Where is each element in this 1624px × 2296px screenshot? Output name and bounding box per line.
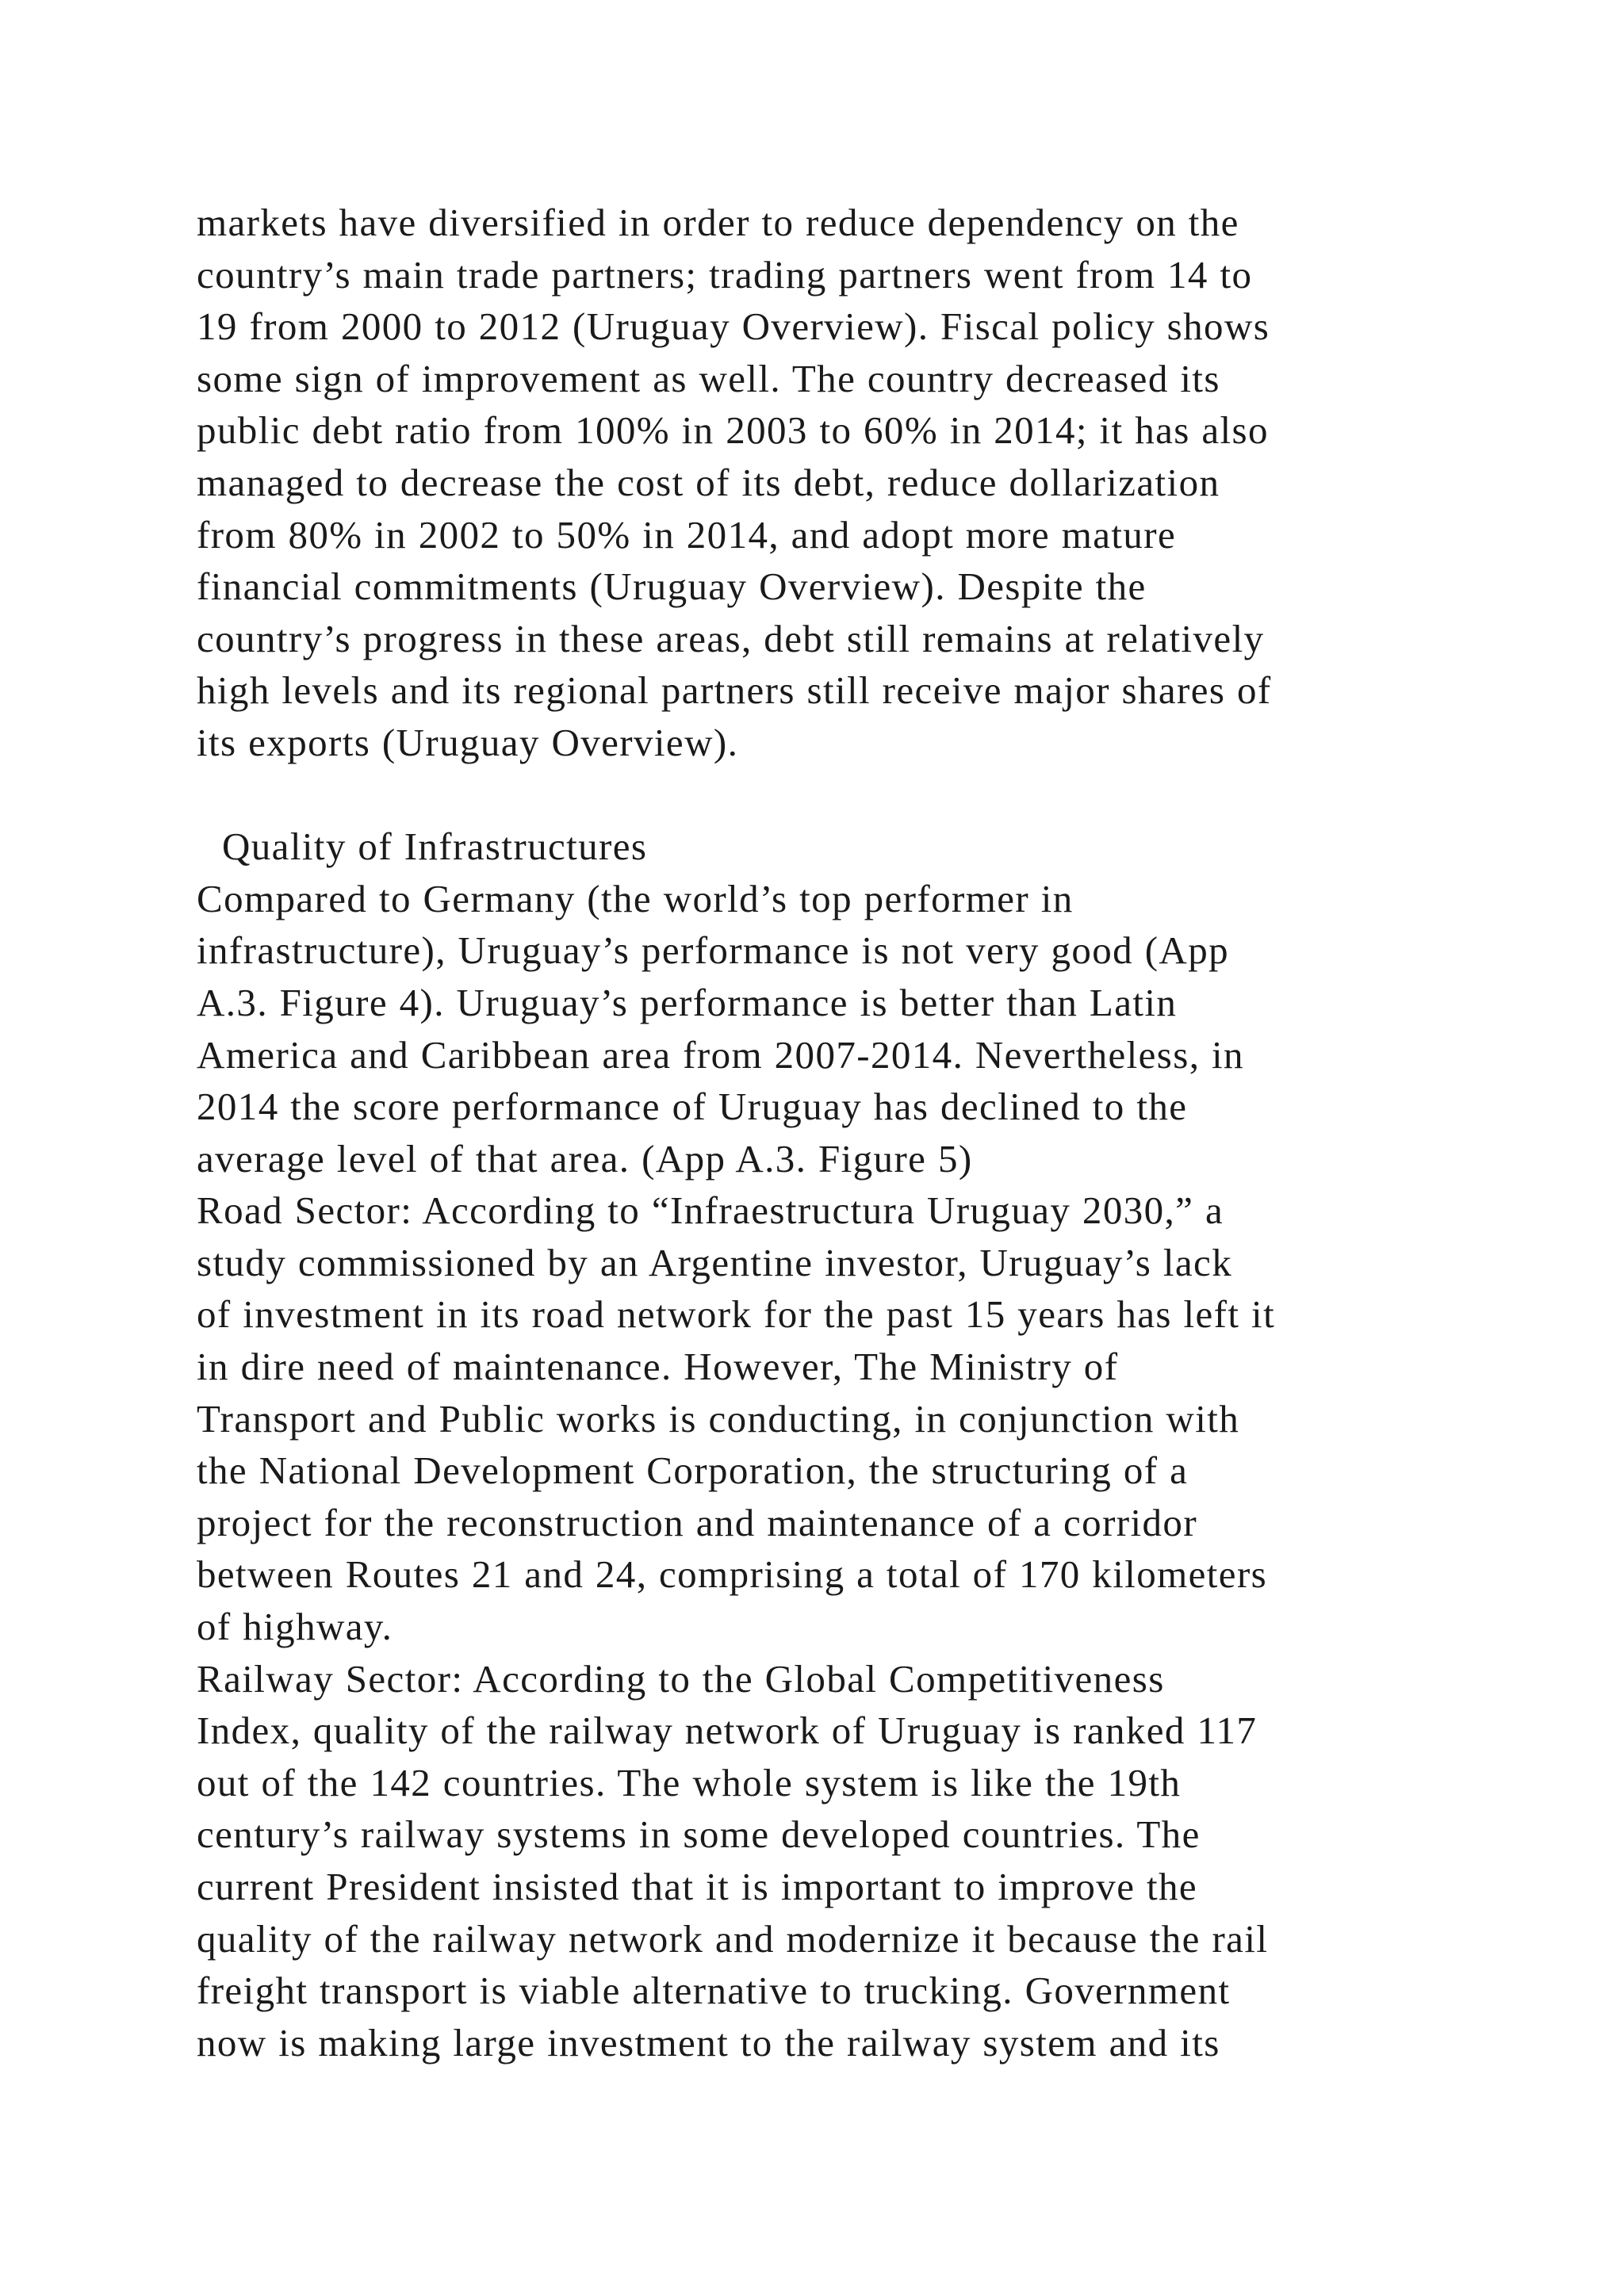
text-line: now is making large investment to the railway system and its [197, 2020, 1220, 2064]
text-line: between Routes 21 and 24, comprising a total of 170 kilometers [197, 1552, 1268, 1597]
text-line: average level of that area. (App A.3. Figure 5) [197, 1136, 973, 1181]
text-line: Road Sector: According to “Infraestructura Uruguay 2030,” a [197, 1188, 1224, 1233]
text-line: A.3. Figure 4). Uruguay’s performance is better than Latin [197, 980, 1178, 1024]
text-line: out of the 142 countries. The whole system is like the 19th [197, 1760, 1182, 1804]
text-line: from 80% in 2002 to 50% in 2014, and adopt more mature [197, 512, 1177, 557]
text-line: high levels and its regional partners still receive major shares of [197, 668, 1272, 713]
text-line: current President insisted that it is important to improve the [197, 1865, 1198, 1908]
text-line: study commissioned by an Argentine investor, Uruguay’s lack [197, 1240, 1233, 1284]
text-line: Compared to Germany (the world’s top performer in [197, 876, 1074, 920]
text-line: infrastructure), Uruguay’s performance is not very good (App [197, 928, 1230, 973]
paragraph-infrastructure [197, 873, 1545, 1185]
text-line: century’s railway systems in some developed countries. The [197, 1812, 1201, 1857]
section-heading: Quality of Infrastructures [222, 825, 648, 869]
text-line: country’s progress in these areas, debt still remains at relatively [197, 616, 1265, 660]
text-line: of highway. [197, 1605, 393, 1649]
text-line: markets have diversified in order to reduce dependency on the [197, 201, 1239, 244]
paragraph-spacer [197, 769, 1545, 821]
paragraph-economy [197, 197, 1545, 769]
text-line: some sign of improvement as well. The country decreased its [197, 356, 1220, 400]
text-line: 2014 the score performance of Uruguay has declined to the [197, 1085, 1188, 1129]
text-line: Transport and Public works is conducting, in conjunction with [197, 1396, 1240, 1441]
text-line: managed to decrease the cost of its debt, reduce dollarization [197, 460, 1220, 504]
text-line: financial commitments (Uruguay Overview). Despite the [197, 564, 1147, 609]
text-line: quality of the railway network and modernize it because the rail [197, 1916, 1269, 1961]
text-line: Railway Sector: According to the Global Competitiveness [197, 1656, 1165, 1701]
text-line: freight transport is viable alternative to trucking. Government [197, 1969, 1231, 2013]
text-line: in dire need of maintenance. However, The Ministry of [197, 1345, 1119, 1389]
text-line: America and Caribbean area from 2007-2014. Nevertheless, in [197, 1032, 1244, 1077]
text-line: Index, quality of the railway network of Uruguay is ranked 117 [197, 1709, 1258, 1753]
text-line: its exports (Uruguay Overview). [197, 720, 739, 764]
text-line: project for the reconstruction and maintenance of a corridor [197, 1500, 1198, 1544]
paragraph-railway-sector [197, 1653, 1545, 2069]
text-line: public debt ratio from 100% in 2003 to 60% in 2014; it has also [197, 408, 1269, 453]
document-body [197, 197, 1545, 2068]
text-line: the National Development Corporation, the structuring of a [197, 1448, 1189, 1493]
text-line: country’s main trade partners; trading partners went from 14 to [197, 252, 1253, 297]
text-line: 19 from 2000 to 2012 (Uruguay Overview). Fiscal policy shows [197, 304, 1270, 349]
paragraph-road-sector [197, 1184, 1545, 1652]
text-line: of investment in its road network for the past 15 years has left it [197, 1292, 1276, 1337]
